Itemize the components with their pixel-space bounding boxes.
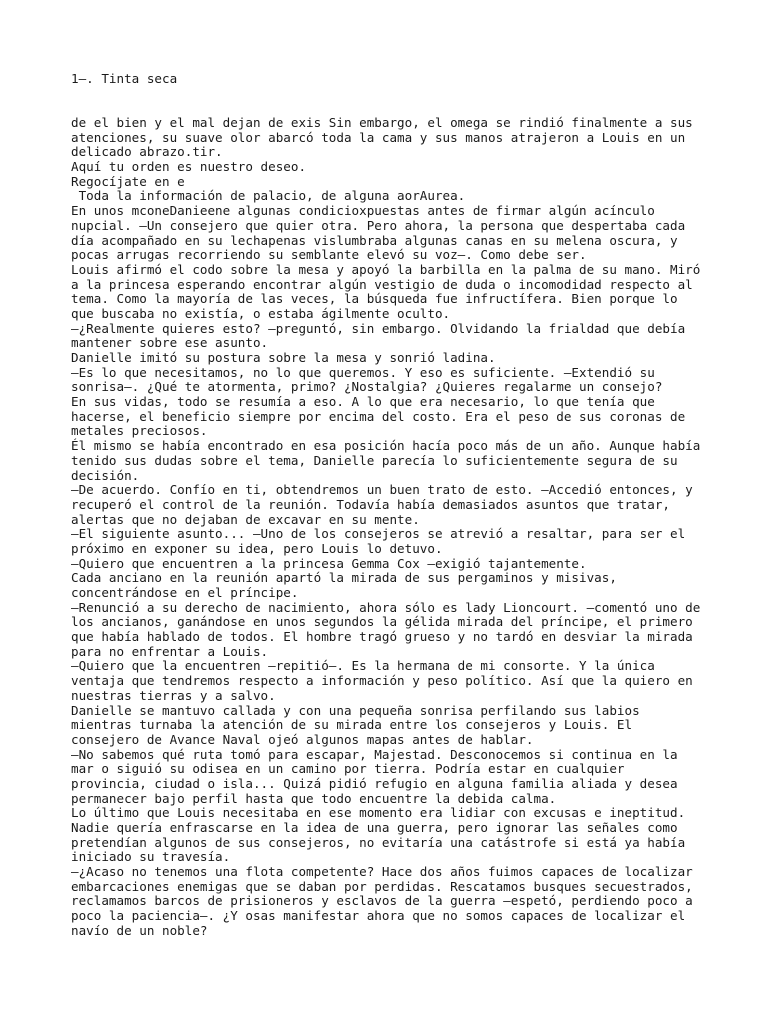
text-line: —Es lo que necesitamos, no lo que queremos. Y eso es suficiente. —Extendió su xyxy=(71,364,655,380)
text-line: Louis afirmó el codo sobre la mesa y apoyó la barbilla en la palma de su mano. Miró xyxy=(71,261,701,277)
text-line: reclamamos barcos de prisioneros y esclavos de la guerra —espetó, perdiendo poco a xyxy=(71,893,693,909)
document-body xyxy=(71,116,711,939)
text-line: delicado abrazo.tir. xyxy=(71,144,223,160)
text-line: mantener sobre ese asunto. xyxy=(71,335,269,351)
text-line: nupcial. —Un consejero que quier otra. Pero ahora, la persona que despertaba cada xyxy=(71,217,686,233)
text-line: provincia, ciudad o isla... Quizá pidió refugio en alguna familia aliada y desea xyxy=(71,775,678,791)
text-line: atenciones, su suave olor abarcó toda la cama y sus manos atrajeron a Louis en un xyxy=(71,129,686,145)
text-line: Aquí tu orden es nuestro deseo. xyxy=(71,159,307,175)
text-line: los ancianos, ganándose en unos segundos la gélida mirada del príncipe, el primero xyxy=(71,614,693,630)
text-line: —No sabemos qué ruta tomó para escapar, Majestad. Desconocemos si continua en la xyxy=(71,746,678,762)
text-line: —Renunció a su derecho de nacimiento, ahora sólo es lady Lioncourt. —comentó uno de xyxy=(71,599,701,615)
text-line: próximo en exponer su idea, pero Louis lo detuvo. xyxy=(71,540,443,556)
text-line: En unos mconeDanieene algunas condicioxpuestas antes de firmar algún acínculo xyxy=(71,203,655,219)
chapter-title: 1—. Tinta seca xyxy=(71,71,178,86)
text-line: metales preciosos. xyxy=(71,423,208,439)
text-line: —Quiero que encuentren a la princesa Gemma Cox —exigió tajantemente. xyxy=(71,555,587,571)
text-line: Danielle se mantuvo callada y con una pequeña sonrisa perfilando sus labios xyxy=(71,702,640,718)
text-line: Toda la información de palacio, de alguna aorAurea. xyxy=(71,188,466,204)
text-line: día acompañado en su lechapenas vislumbraba algunas canas en su melena oscura, y xyxy=(71,232,678,248)
text-line: pretendían algunos de sus consejeros, no evitaría una catástrofe si está ya había xyxy=(71,834,686,850)
text-line: En sus vidas, todo se resumía a eso. A lo que era necesario, lo que tenía que xyxy=(71,394,655,410)
text-line: —Quiero que la encuentren —repitió—. Es la hermana de mi consorte. Y la única xyxy=(71,658,655,674)
text-line: Nadie quería enfrascarse en la idea de una guerra, pero ignorar las señales como xyxy=(71,820,678,835)
text-line: —¿Acaso no tenemos una flota competente? Hace dos años fuimos capaces de localizar xyxy=(71,864,693,880)
text-line: —De acuerdo. Confío en ti, obtendremos un buen trato de esto. —Accedió entonces, y xyxy=(71,482,693,498)
text-line: mientras turnaba la atención de su mirada entre los consejeros y Louis. El xyxy=(71,717,633,733)
text-line: —El siguiente asunto... —Uno de los consejeros se atrevió a resaltar, para ser el xyxy=(71,526,686,542)
text-line: poco la paciencia—. ¿Y osas manifestar ahora que no somos capaces de localizar el xyxy=(71,908,686,924)
text-line: de el bien y el mal dejan de exis Sin embargo, el omega se rindió finalmente a sus xyxy=(71,115,693,130)
text-line: mar o siguió su odisea en un camino por tierra. Podría estar en cualquier xyxy=(71,761,625,777)
text-line: nuestras tierras y a salvo. xyxy=(71,687,276,703)
text-line: que buscaba no existía, o estaba ágilmente oculto. xyxy=(71,305,451,321)
text-line: ventaja que tendremos respecto a información y peso político. Así que la quiero en xyxy=(71,673,693,689)
text-line: a la princesa esperando encontrar algún vestigio de duda o incomodidad respecto al xyxy=(71,276,693,292)
text-line: permanecer bajo perfil hasta que todo encuentre la debida calma. xyxy=(71,790,557,806)
text-line: embarcaciones enemigas que se daban por perdidas. Rescatamos busques secuestrados, xyxy=(71,878,693,894)
text-line: consejero de Avance Naval ojeó algunos mapas antes de hablar. xyxy=(71,731,534,747)
text-line: pocas arrugas recorriendo su semblante elevó su voz—. Como debe ser. xyxy=(71,247,587,263)
text-line: iniciado su travesía. xyxy=(71,849,231,865)
text-line: Él mismo se había encontrado en esa posición hacía poco más de un año. Aunque había xyxy=(71,438,701,454)
text-line: para no enfrentar a Louis. xyxy=(71,643,269,659)
text-line: tema. Como la mayoría de las veces, la búsqueda fue infructífera. Bien porque lo xyxy=(71,291,678,307)
text-line: Danielle imitó su postura sobre la mesa y sonrió ladina. xyxy=(71,350,496,365)
text-line: hacerse, el beneficio siempre por encima del costo. Era el peso de sus coronas de xyxy=(71,408,686,424)
text-line: concentrándose en el príncipe. xyxy=(71,585,299,600)
text-line: recuperó el control de la reunión. Todavía había demasiados asuntos que tratar, xyxy=(71,496,670,512)
text-line: sonrisa—. ¿Qué te atormenta, primo? ¿Nostalgia? ¿Quieres regalarme un consejo? xyxy=(71,379,663,395)
text-line: que había hablado de todos. El hombre tragó grueso y no tardó en desviar la mirada xyxy=(71,629,693,645)
text-line: Lo último que Louis necesitaba en ese momento era lidiar con excusas e ineptitud. xyxy=(71,805,686,821)
text-line: navío de un noble? xyxy=(71,922,208,938)
text-line: decisión. xyxy=(71,467,140,483)
text-line: Cada anciano en la reunión apartó la mirada de sus pergaminos y misivas, xyxy=(71,570,617,586)
text-line: —¿Realmente quieres esto? —preguntó, sin embargo. Olvidando la frialdad que debía xyxy=(71,320,686,336)
text-line: tenido sus dudas sobre el tema, Danielle parecía lo suficientemente segura de su xyxy=(71,452,678,468)
text-line: Regocíjate en e xyxy=(71,173,185,189)
text-line: alertas que no dejaban de excavar en su mente. xyxy=(71,511,420,527)
